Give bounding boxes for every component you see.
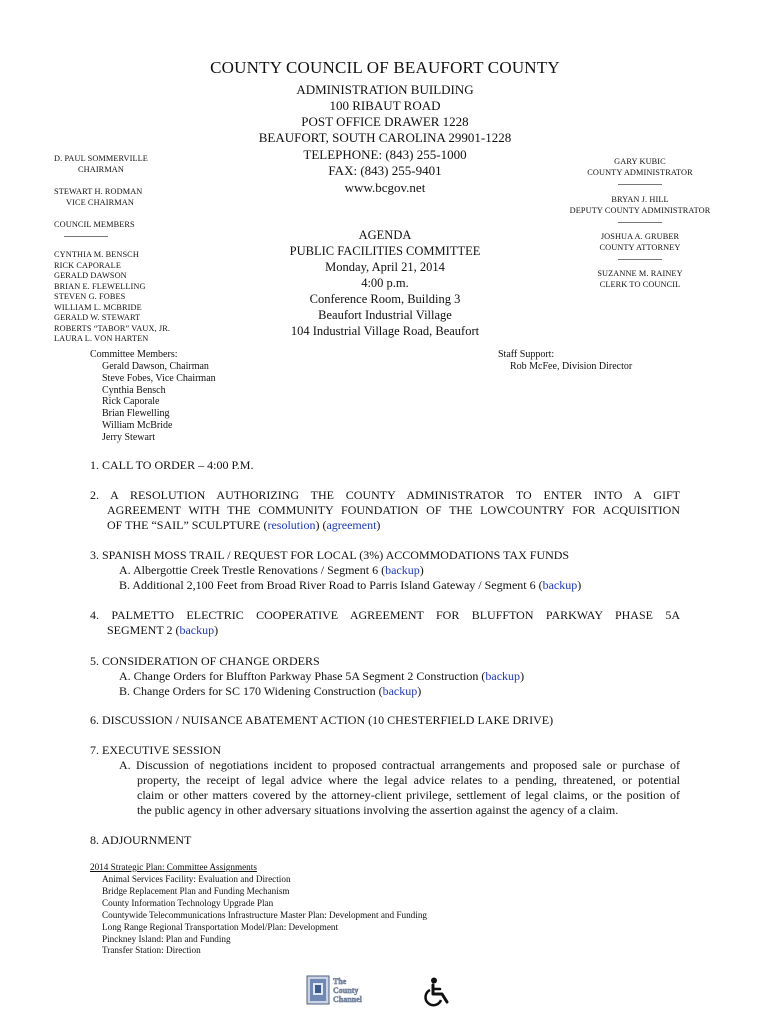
staff-support-heading: Staff Support: <box>498 349 555 360</box>
item-text: B. Additional 2,100 Feet from Broad River Road to Parris Island Gateway / Segment 6 ( <box>119 578 543 592</box>
strategic-plan-item: Pinckney Island: Plan and Funding <box>102 933 231 944</box>
staff-support-name: Rob McFee, Division Director <box>510 361 633 372</box>
backup-link[interactable]: backup <box>542 578 578 592</box>
council-member: GERALD W. STEWART <box>54 313 141 322</box>
council-member: WILLIAM L. MCBRIDE <box>54 302 142 312</box>
council-members-heading: COUNCIL MEMBERS <box>54 220 135 229</box>
item-text: ) ( <box>315 518 327 532</box>
item-text: OF THE “SAIL” SCULPTURE ( <box>107 518 268 532</box>
divider <box>618 259 662 260</box>
committee-member: Cynthia Bensch <box>102 384 166 396</box>
agenda-item-4-line <box>107 623 218 638</box>
address-line: 100 RIBAUT ROAD <box>329 98 441 113</box>
divider <box>618 222 662 223</box>
item-text: B. Change Orders for SC 170 Widening Construction ( <box>119 684 383 698</box>
address-line: BEAUFORT, SOUTH CAROLINA 29901-1228 <box>258 130 512 145</box>
divider <box>618 184 662 185</box>
resolution-link[interactable]: resolution <box>267 518 316 532</box>
council-member: BRIAN E. FLEWELLING <box>54 281 146 291</box>
agenda-subitem-3a <box>119 563 424 578</box>
agenda-item-1: 1. CALL TO ORDER – 4:00 P.M. <box>90 458 254 472</box>
council-members-list <box>54 250 170 345</box>
agenda-subitem-7a: A. Discussion of negotiations incident to proposed contractual arrangements and proposed sale or purchase of <box>119 758 680 772</box>
committee-member: Jerry Stewart <box>102 431 156 443</box>
committee-member: William McBride <box>102 419 173 431</box>
committee-members-list <box>102 361 216 444</box>
item-text: ) <box>577 578 582 592</box>
strategic-plan-item: Countywide Telecommunications Infrastructure Master Plan: Development and Funding <box>102 909 428 920</box>
item-text: A. Albergottie Creek Trestle Renovations / Segment 6 ( <box>119 563 386 577</box>
committee-member: Rick Caporale <box>102 396 160 408</box>
deputy-administrator-title: DEPUTY COUNTY ADMINISTRATOR <box>569 206 711 215</box>
council-member: GERALD DAWSON <box>54 271 127 280</box>
agenda-subitem-3b <box>119 578 581 593</box>
meeting-room: Conference Room, Building 3 <box>309 292 461 306</box>
backup-link[interactable]: backup <box>382 684 418 698</box>
clerk-name: SUZANNE M. RAINEY <box>597 269 683 278</box>
telephone: TELEPHONE: (843) 255-1000 <box>303 147 467 162</box>
strategic-plan-list <box>102 874 427 957</box>
document-title: COUNTY COUNCIL OF BEAUFORT COUNTY <box>210 58 560 77</box>
agenda-subitem-5b <box>119 684 421 699</box>
chairman-title: CHAIRMAN <box>78 165 124 174</box>
committee-member: Gerald Dawson, Chairman <box>102 361 209 372</box>
item-text: ) <box>214 623 219 637</box>
strategic-plan-item: Transfer Station: Direction <box>102 945 201 956</box>
clerk-title: CLERK TO COUNCIL <box>599 280 681 289</box>
logo-word: County <box>333 986 359 995</box>
agenda-item-4: 4. PALMETTO ELECTRIC COOPERATIVE AGREEMENT FOR BLUFFTON PARKWAY PHASE 5A <box>90 608 680 622</box>
wheelchair-icon <box>422 976 454 1008</box>
logo-word: Channel <box>333 995 362 1004</box>
committee-member: Steve Fobes, Vice Chairman <box>102 372 216 384</box>
administrator-name: GARY KUBIC <box>614 157 666 166</box>
administrator-title: COUNTY ADMINISTRATOR <box>587 168 693 177</box>
website: www.bcgov.net <box>344 180 426 195</box>
council-member: ROBERTS “TABOR” VAUX, JR. <box>54 323 171 333</box>
agenda-item-2-line <box>107 518 380 533</box>
council-member: STEVEN G. FOBES <box>54 292 126 301</box>
item-text: SEGMENT 2 ( <box>107 623 180 637</box>
county-channel-logo-graphic <box>306 975 374 1005</box>
logo-word: The <box>333 977 347 986</box>
agenda-subitem-7a-line: the public agency in other adversary situations involving the assertion against the agency of a claim. <box>137 803 619 817</box>
council-member: CYNTHIA M. BENSCH <box>54 250 139 259</box>
deputy-administrator-name: BRYAN J. HILL <box>611 195 669 204</box>
agenda-item-5: 5. CONSIDERATION OF CHANGE ORDERS <box>90 654 320 668</box>
agenda-item-7: 7. EXECUTIVE SESSION <box>90 743 221 757</box>
item-text: A. Change Orders for Bluffton Parkway Phase 5A Segment 2 Construction ( <box>119 669 486 683</box>
backup-link[interactable]: backup <box>385 563 420 577</box>
meeting-time: 4:00 p.m. <box>361 276 409 290</box>
agenda-subitem-7a-line: claim or other matters covered by the attorney-client privilege, settlement of legal claims, or the position of <box>137 788 680 802</box>
divider <box>64 236 108 237</box>
vice-chairman-title: VICE CHAIRMAN <box>66 198 134 207</box>
strategic-plan-heading: 2014 Strategic Plan: Committee Assignments <box>90 862 257 872</box>
item-text: ) <box>419 563 424 577</box>
item-text: ) <box>376 518 381 532</box>
strategic-plan-item: Animal Services Facility: Evaluation and Direction <box>102 874 291 884</box>
committee-name: PUBLIC FACILITIES COMMITTEE <box>289 244 481 258</box>
strategic-plan-item: Long Range Regional Transportation Model/Plan: Development <box>102 921 339 932</box>
agenda-heading: AGENDA <box>358 228 412 242</box>
county-attorney-title: COUNTY ATTORNEY <box>599 243 681 252</box>
agenda-item-2: 2. A RESOLUTION AUTHORIZING THE COUNTY ADMINISTRATOR TO ENTER INTO A GIFT <box>90 488 680 502</box>
agenda-item-8: 8. ADJOURNMENT <box>90 833 192 847</box>
county-channel-logo <box>306 975 374 1005</box>
fax: FAX: (843) 255-9401 <box>328 163 442 178</box>
address-line: POST OFFICE DRAWER 1228 <box>301 114 469 129</box>
council-member: RICK CAPORALE <box>54 260 121 270</box>
vice-chairman-name: STEWART H. RODMAN <box>54 187 143 196</box>
council-member: LAURA L. VON HARTEN <box>54 334 149 343</box>
item-text: ) <box>417 684 422 698</box>
meeting-place: Beaufort Industrial Village <box>318 308 452 322</box>
meeting-date: Monday, April 21, 2014 <box>325 260 445 274</box>
committee-member: Brian Flewelling <box>102 408 170 420</box>
backup-link[interactable]: backup <box>179 623 215 637</box>
county-attorney-name: JOSHUA A. GRUBER <box>600 232 680 241</box>
address-line: ADMINISTRATION BUILDING <box>296 82 474 97</box>
agenda-item-2-line: AGREEMENT WITH THE COMMUNITY FOUNDATION OF THE LOWCOUNTRY FOR ACQUISITION <box>107 503 680 517</box>
committee-members-heading: Committee Members: <box>90 349 178 360</box>
agreement-link[interactable]: agreement <box>326 518 377 532</box>
agenda-item-6: 6. DISCUSSION / NUISANCE ABATEMENT ACTION (10 CHESTERFIELD LAKE DRIVE) <box>90 713 554 727</box>
backup-link[interactable]: backup <box>485 669 521 683</box>
item-text: ) <box>520 669 525 683</box>
meeting-street: 104 Industrial Village Road, Beaufort <box>290 324 480 338</box>
agenda-subitem-5a <box>119 669 524 684</box>
agenda-subitem-7a-line: property, the receipt of legal advice where the legal advice relates to a pending, threatened, or potential <box>137 773 680 787</box>
agenda-item-3: 3. SPANISH MOSS TRAIL / REQUEST FOR LOCAL (3%) ACCOMMODATIONS TAX FUNDS <box>90 548 570 562</box>
strategic-plan-item: Bridge Replacement Plan and Funding Mechanism <box>102 885 290 896</box>
chairman-name: D. PAUL SOMMERVILLE <box>54 154 148 163</box>
strategic-plan-item: County Information Technology Upgrade Plan <box>102 897 274 908</box>
